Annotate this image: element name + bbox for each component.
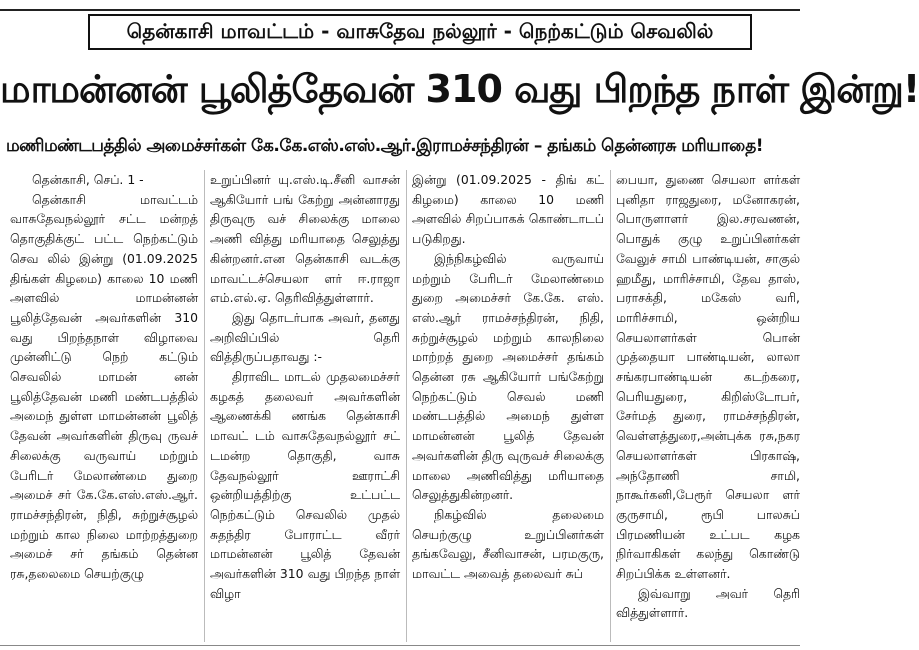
paragraph: இந்நிகழ்வில் வருவாய் மற்றும் பேரிடர் மேலாண்மை துறை அமைச்சர் கே.கே. எஸ். எஸ்.ஆர் ராமச்சந்திரன், நிதி, சுற்றுச்சூழல் மற்றும் காலநிலை மாற்றத் துறை அமைச்சர் தங்கம் தென்ன ரசு ஆகியோர் பங்கேற்று நெற்கட்டும் செவல் மணி மண்டபத்தில் அமைந் துள்ள மாமன்னன் பூலித் தேவன் அவர்களின் திரு வுருவச் சிலைக்கு மாலை அணிவித்து மரியாதை செலுத்துகின்றனர். — [412, 250, 604, 503]
paragraph: நிகழ்வில் தலைமை செயற்குழு உறுப்பினர்கள் தங்கவேலு, சீனிவாசன், பரமகுரு, மாவட்ட அவைத் தலைவர் சுப் — [412, 506, 604, 582]
paragraph: பையா, துணை செயலா ளர்கள் புனிதா ராஜதுரை, மனோகரன், பொருளாளர் இல.சரவணன், பொதுக் குழு உறுப்பினர்கள் வேலுச் சாமி பாண்டியன், சாகுல் ஹமீது, மாரிச்சாமி, தேவ தாஸ், பராசக்தி, மகேஸ் வரி, மாரிச்சாமி, ஒன்றிய செயலாளர்கள் பொன் முத்தையா பாண்டியன், லாலா சங்கரபாண்டியன் கடற்கரை, பெரியதுரை, கிறிஸ்டோபர், சேர்மத் துரை, ராமச்சந்திரன், வெள்ளத்துரை,அன்புக்க ரசு,நகர செயலாளர்கள் பிரகாஷ், அந்தோணி சாமி, நாகூர்கனி,பேரூர் செயலா ளர் குருசாமி, ரூபி பாலசுப் பிரமணியன் உட்பட கழக நிர்வாகிகள் கலந்து கொண்டு சிறப்பிக்க உள்ளனர். — [616, 172, 800, 582]
column-4 — [616, 170, 800, 642]
subheadline: மணிமண்டபத்தில் அமைச்சர்கள் கே.கே.எஸ்.எஸ்.ஆர்.இராமச்சந்திரன் – தங்கம் தென்னரசு மரியாதை! — [6, 136, 764, 156]
column-divider — [204, 170, 205, 642]
bottom-rule — [0, 645, 800, 646]
kicker-box — [88, 14, 752, 50]
column-2 — [210, 170, 400, 642]
headline: மாமன்னன் பூலித்தேவன் 310 வது பிறந்த நாள் இன்று! — [0, 67, 919, 111]
column-1 — [10, 170, 198, 642]
paragraph: திராவிட மாடல் முதலமைச்சர் கழகத் தலைவர் அவர்களின் ஆணைக்கி ணங்க தென்காசி மாவட் டம் வாசுதேவநல்லூர் சட் டமன்ற தொகுதி, வாசு தேவநல்லூர் ஊராட்சி ஒன்றியத்திற்கு உட்பட்ட நெற்கட்டும் செவலில் முதல் சுதந்திர போராட்ட வீரர் மாமன்னன் பூலித் தேவன் அவர்களின் 310 வது பிறந்த நாள் விழா — [210, 369, 400, 601]
paragraph: இவ்வாறு அவர் தெரி வித்துள்ளார். — [616, 585, 800, 621]
article-body — [0, 170, 800, 642]
column-3 — [412, 170, 604, 642]
column-divider — [406, 170, 407, 642]
paragraph: தென்காசி மாவட்டம் வாசுதேவநல்லூர் சட்ட மன்றத் தொகுதிக்குட் பட்ட நெற்கட்டும் செவ லில் இன்று (01.09.2025 திங்கள் கிழமை) காலை 10 மணி அளவில் மாமன்னன் பூலித்தேவன் அவர்களின் 310 வது பிறந்தநாள் விழாவை முன்னிட்டு நெற் கட்டும் செவலில் மாமன் னன் பூலித்தேவன் மணி மண்டபத்தில் அமைந் துள்ள மாமன்னன் பூலித் தேவன் அவர்களின் திருவு ருவச் சிலைக்கு வருவாய் மற்றும் பேரிடர் மேலாண்மை துறை அமைச் சர் கே.கே.எஸ்.எஸ்.ஆர். ராமச்சந்திரன், நிதி, சுற்றுச்சூழல் மற்றும் கால நிலை மாற்றத்துறை அமைச் சர் தங்கம் தென்ன ரசு,தலைமை செயற்குழு — [10, 191, 198, 582]
column-divider — [610, 170, 611, 642]
paragraph: இன்று (01.09.2025 - திங் கட் கிழமை) காலை 10 மணி அளவில் சிறப்பாகக் கொண்டாடப் படுகிறது. — [412, 172, 604, 247]
paragraph: உறுப்பினர் யு.எஸ்.டி.சீனி வாசன் ஆகியோர் பங் கேற்று அன்னாரது திருவுரு வச் சிலைக்கு மாலை அணி வித்து மரியாதை செலுத்து கின்றனர்.என தென்காசி வடக்கு மாவட்டச்செயலா ளர் ஈ.ராஜா எம்.எல்.ஏ. தெரிவித்துள்ளார். — [210, 172, 400, 306]
kicker-text: தென்காசி மாவட்டம் - வாசுதேவ நல்லூர் - நெற்கட்டும் செவலில் — [126, 18, 714, 43]
paragraph: இது தொடர்பாக அவர், தனது அறிவிப்பில் தெரி வித்திருப்பதாவது :- — [210, 309, 400, 365]
top-rule — [0, 0, 800, 11]
dateline: தென்காசி, செப். 1 - — [32, 172, 144, 187]
